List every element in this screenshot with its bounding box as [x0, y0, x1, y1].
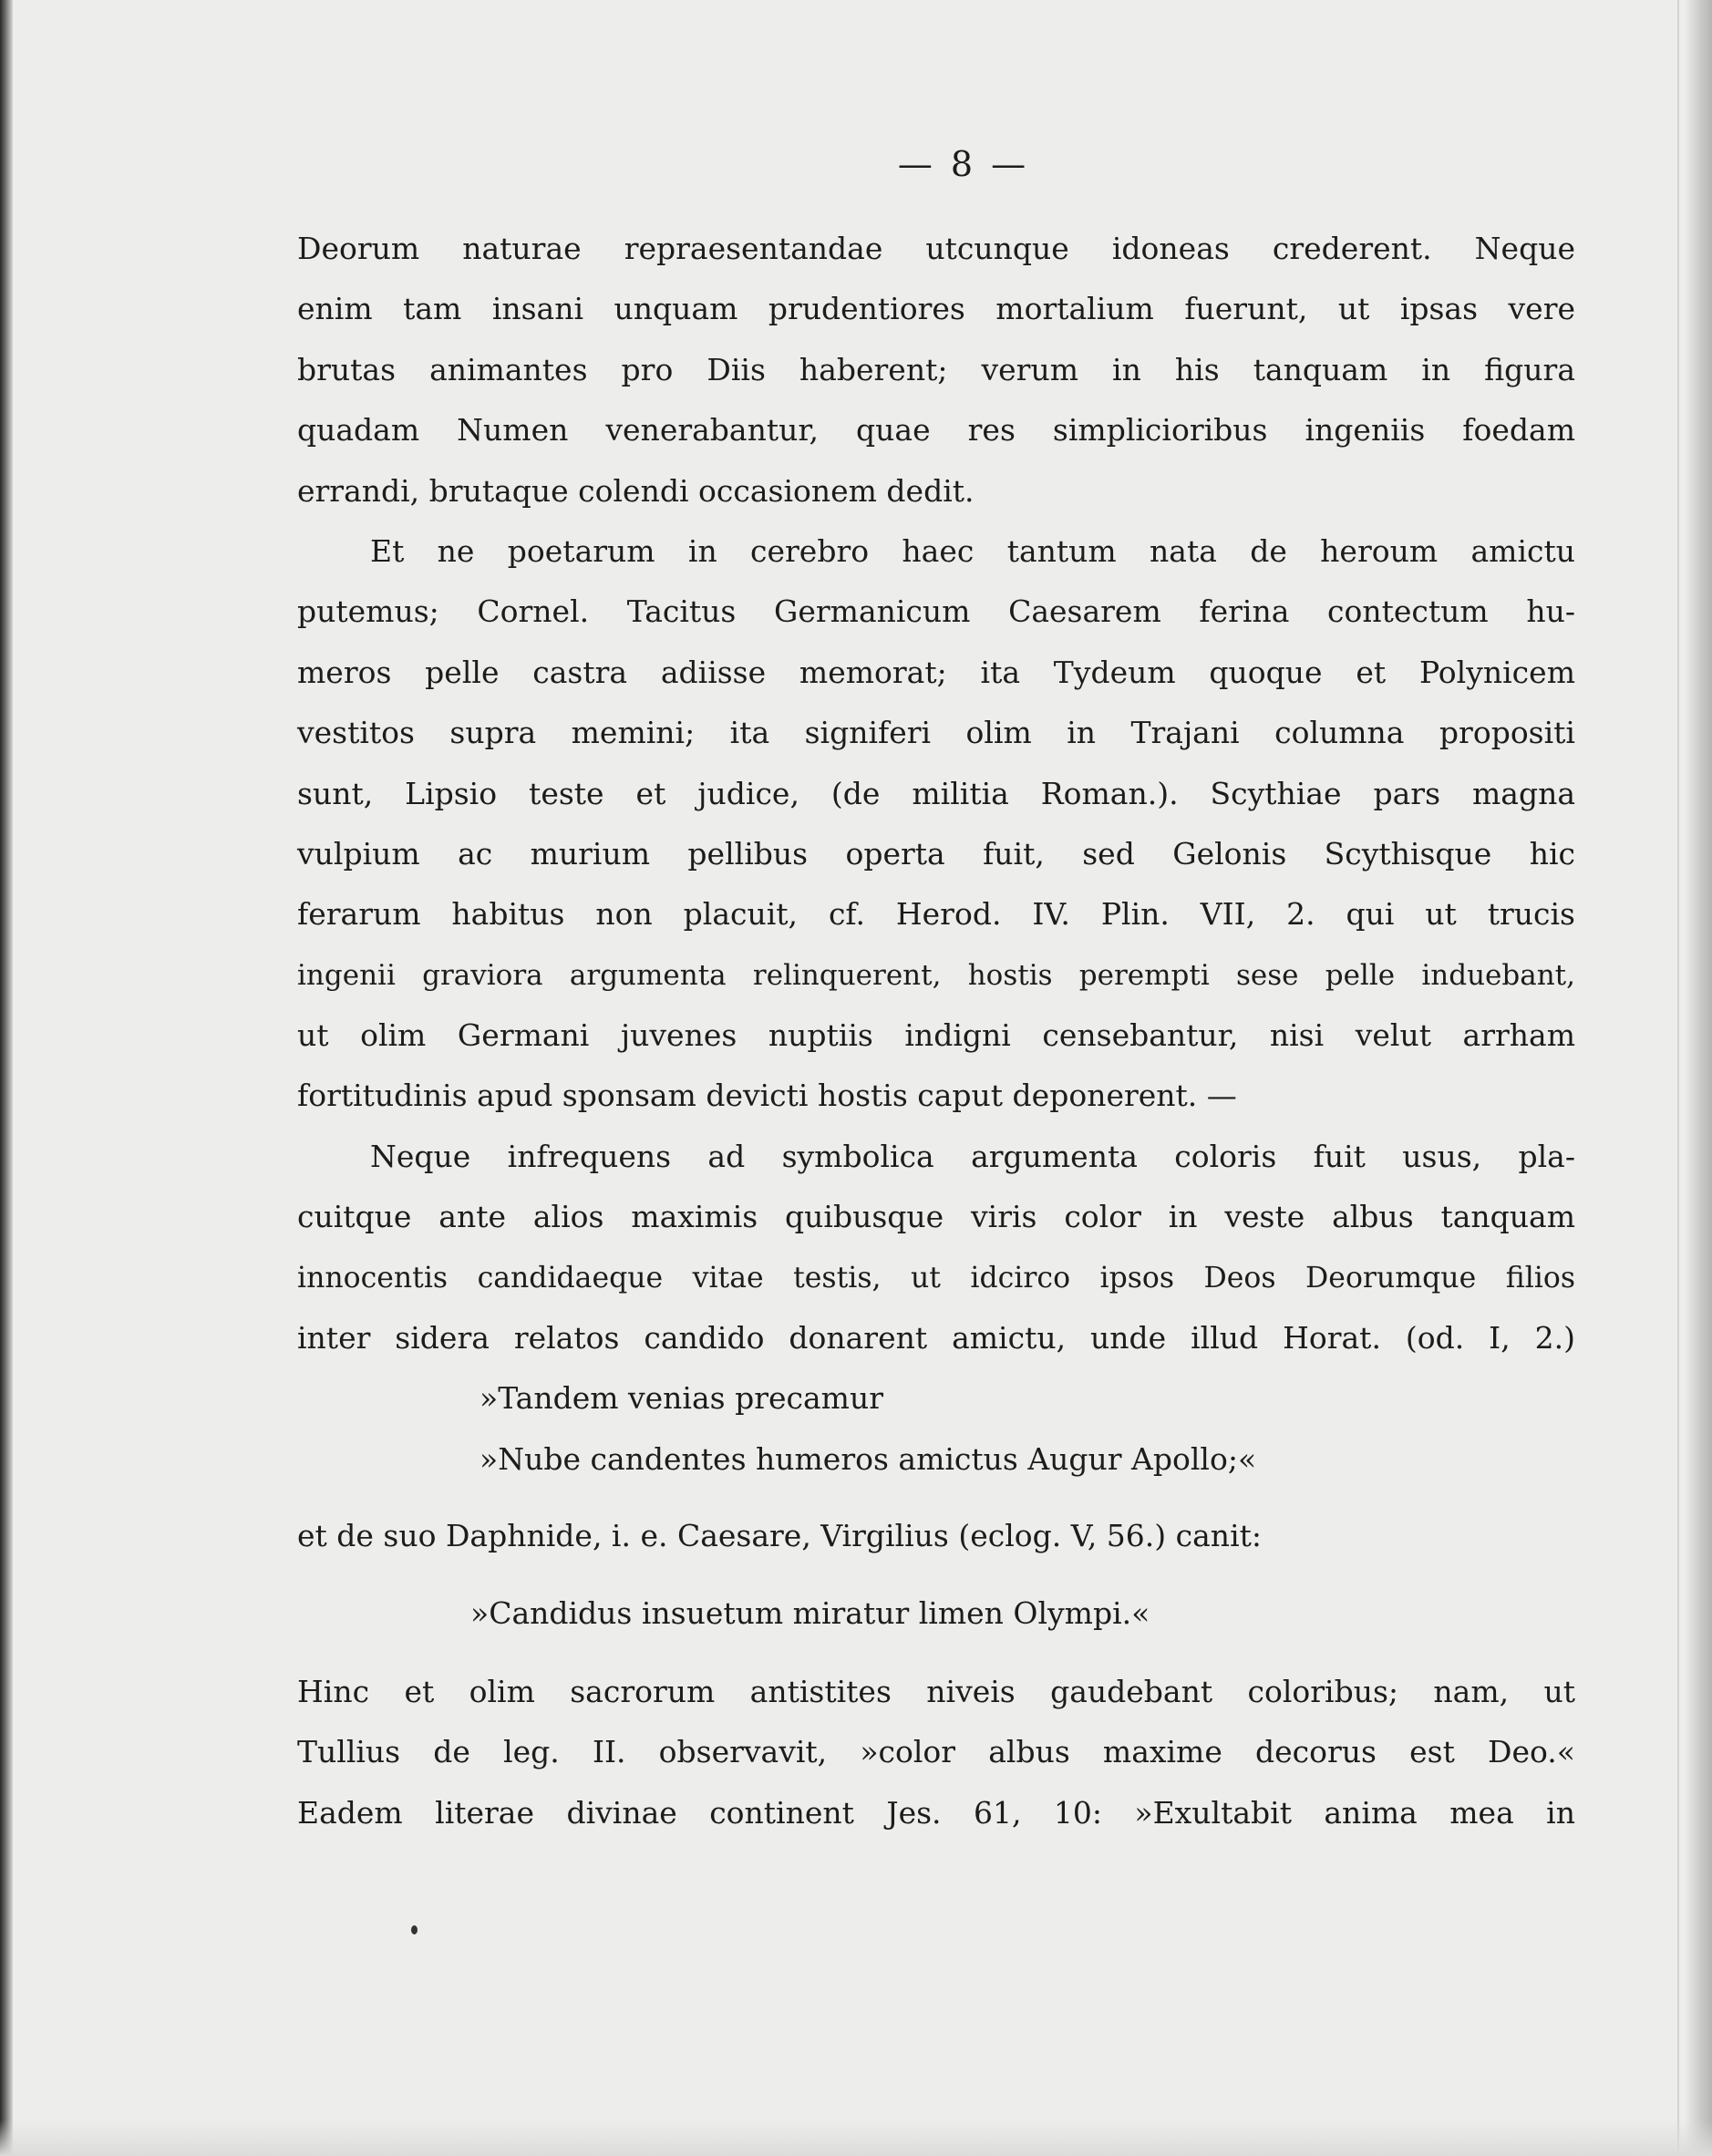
text-line: ut olim Germani juvenes nuptiis indigni censebantur, nisi velut arrham: [297, 1017, 1575, 1054]
verse-quote-line: »Candidus insuetum miratur limen Olympi.«: [470, 1594, 1150, 1631]
text-line: meros pelle castra adiisse memorat; ita Tydeum quoque et Polynicem: [297, 654, 1575, 690]
text-line: et de suo Daphnide, i. e. Caesare, Virgilius (eclog. V, 56.) canit:: [297, 1518, 1262, 1554]
text-line: cuitque ante alios maximis quibusque viris color in veste albus tanquam: [297, 1199, 1575, 1235]
text-line: enim tam insani unquam prudentiores mortalium fuerunt, ut ipsas vere: [297, 291, 1575, 327]
text-line: inter sidera relatos candido donarent amictu, unde illud Horat. (od. I, 2.): [297, 1320, 1575, 1357]
text-line: vestitos supra memini; ita signiferi olim in Trajani columna propositi: [297, 715, 1575, 751]
text-line: vulpium ac murium pellibus operta fuit, sed Gelonis Scythisque hic: [297, 835, 1575, 872]
text-line: ferarum habitus non placuit, cf. Herod. IV. Plin. VII, 2. qui ut trucis: [297, 896, 1575, 933]
text-line: sunt, Lipsio teste et judice, (de militia Roman.). Scythiae pars magna: [297, 775, 1575, 811]
text-line: Eadem literae divinae continent Jes. 61, 10: »Exultabit anima mea in: [297, 1794, 1575, 1831]
page-text: [297, 137, 1575, 1843]
text-line: putemus; Cornel. Tacitus Germanicum Caesarem ferina contectum hu-: [297, 593, 1575, 630]
page-number: — 8 —: [897, 144, 1030, 184]
text-line: Deorum naturae repraesentandae utcunque idoneas crederent. Neque: [297, 231, 1575, 266]
text-line: Tullius de leg. II. observavit, »color albus maxime decorus est Deo.«: [297, 1734, 1575, 1770]
verse-quote-line: »Tandem venias precamur: [480, 1380, 883, 1417]
text-line: errandi, brutaque colendi occasionem dedit.: [297, 472, 975, 509]
text-line: Hinc et olim sacrorum antistites niveis gaudebant coloribus; nam, ut: [297, 1673, 1575, 1709]
text-line: quadam Numen venerabantur, quae res simplicioribus ingeniis foedam: [297, 412, 1575, 449]
verse-quote-line: »Nube candentes humeros amictus Augur Apollo;«: [480, 1440, 1257, 1477]
bottom-shadow: [0, 2120, 1712, 2156]
paragraph-start-line: Et ne poetarum in cerebro haec tantum nata de heroum amictu: [370, 532, 1575, 569]
ink-speck: [411, 1925, 418, 1934]
text-line: ingenii graviora argumenta relinquerent, hostis perempti sese pelle induebant,: [297, 958, 1575, 992]
text-line: fortitudinis apud sponsam devicti hostis caput deponerent. —: [297, 1078, 1237, 1114]
text-line: innocentis candidaeque vitae testis, ut idcirco ipsos Deos Deorumque filios: [297, 1261, 1575, 1295]
page-edge-line: [1677, 0, 1679, 2156]
paragraph-start-line: Neque infrequens ad symbolica argumenta coloris fuit usus, pla-: [370, 1138, 1575, 1174]
text-line: brutas animantes pro Diis haberent; verum in his tanquam in figura: [297, 351, 1575, 387]
right-page-edge: [1685, 0, 1712, 2156]
binding-edge: [0, 0, 13, 2156]
